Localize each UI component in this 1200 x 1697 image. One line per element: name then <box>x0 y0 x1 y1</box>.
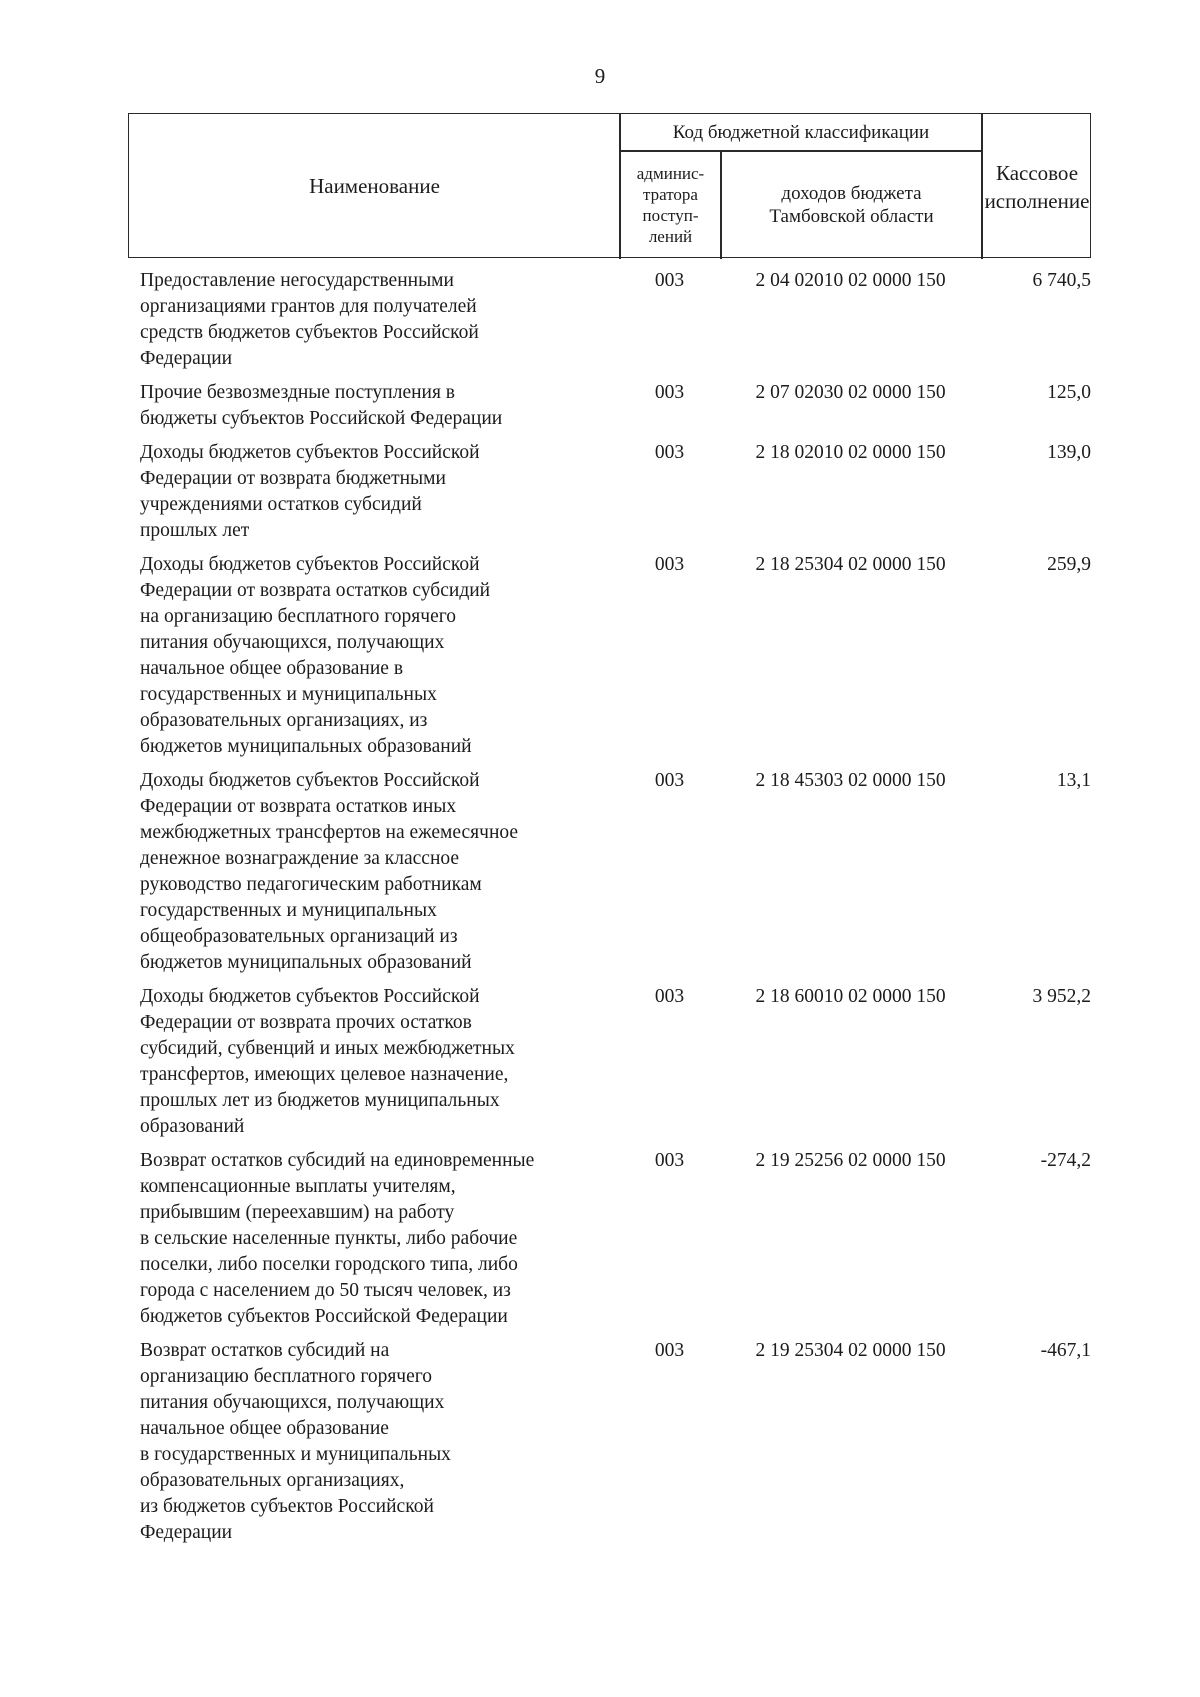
table-row <box>128 552 1091 760</box>
row-amount: 139,0 <box>1047 442 1091 463</box>
row-income-code: 2 19 25256 02 0000 150 <box>755 1150 946 1171</box>
divider <box>620 150 982 152</box>
row-income-code: 2 07 02030 02 0000 150 <box>755 382 946 403</box>
row-name: Доходы бюджетов субъектов Российской Федерации от возврата остатков иных межбюджетных трансфертов на ежемесячное денежное вознаграждение за классное руководство педагогическим работникам государственных и муниципальных общеобразовательных организаций из бюджетов муниципальных образований <box>140 770 519 973</box>
header-name: Наименование <box>309 174 440 198</box>
row-admin-code: 003 <box>654 1340 685 1361</box>
table-body <box>128 268 1091 1554</box>
header-income <box>721 151 982 259</box>
table-row <box>128 380 1091 432</box>
table-row <box>128 440 1091 544</box>
row-name: Доходы бюджетов субъектов Российской Федерации от возврата бюджетными учреждениями остатков субсидий прошлых лет <box>140 442 480 541</box>
row-name: Возврат остатков субсидий на организацию бесплатного горячего питания обучающихся, получающих начальное общее образование в государственных и муниципальных образовательных организациях, из бюджетов субъектов Российской Федерации <box>140 1340 451 1543</box>
row-amount: -467,1 <box>1040 1340 1091 1361</box>
divider <box>720 151 722 259</box>
header-admin-text: админис- тратора поступ- лений <box>636 164 705 246</box>
table-row <box>128 1148 1091 1330</box>
row-name: Доходы бюджетов субъектов Российской Федерации от возврата прочих остатков субсидий, субвенций и иных межбюджетных трансфертов, имеющих целевое назначение, прошлых лет из бюджетов муниципальных образований <box>140 986 515 1137</box>
divider <box>619 114 621 259</box>
row-admin-code: 003 <box>654 986 685 1007</box>
row-income-code: 2 19 25304 02 0000 150 <box>755 1340 946 1361</box>
row-income-code: 2 18 02010 02 0000 150 <box>755 442 946 463</box>
header-execution <box>982 114 1092 259</box>
row-income-code: 2 18 25304 02 0000 150 <box>755 554 946 575</box>
header-income-text: доходов бюджета Тамбовской области <box>769 183 934 227</box>
row-name: Прочие безвозмездные поступления в бюджеты субъектов Российской Федерации <box>140 382 503 429</box>
row-admin-code: 003 <box>654 770 685 791</box>
row-amount: 13,1 <box>1056 770 1091 791</box>
table-header <box>128 113 1091 258</box>
table-row <box>128 1338 1091 1546</box>
row-name: Доходы бюджетов субъектов Российской Федерации от возврата остатков субсидий на организацию бесплатного горячего питания обучающихся, получающих начальное общее образование в государственных и муниципальных образовательных организациях, из бюджетов муниципальных образований <box>140 554 491 757</box>
row-name: Возврат остатков субсидий на единовременные компенсационные выплаты учителям, прибывшим (переехавшим) на работу в сельские населенные пункты, либо рабочие поселки, либо поселки городского типа, либо города с населением до 50 тысяч человек, из бюджетов субъектов Российской Федерации <box>140 1150 535 1327</box>
row-amount: -274,2 <box>1040 1150 1091 1171</box>
row-amount: 3 952,2 <box>1032 986 1091 1007</box>
row-admin-code: 003 <box>654 442 685 463</box>
table-row <box>128 768 1091 976</box>
divider <box>981 114 983 259</box>
row-admin-code: 003 <box>654 554 685 575</box>
table-row <box>128 268 1091 372</box>
row-admin-code: 003 <box>654 270 685 291</box>
header-admin <box>620 151 721 259</box>
page-number: 9 <box>594 64 606 88</box>
row-admin-code: 003 <box>654 1150 685 1171</box>
table-row <box>128 984 1091 1140</box>
header-kbk: Код бюджетной классификации <box>672 121 930 143</box>
row-admin-code: 003 <box>654 382 685 403</box>
row-income-code: 2 18 60010 02 0000 150 <box>755 986 946 1007</box>
header-execution-text: Кассовое исполнение <box>984 160 1090 213</box>
row-amount: 259,9 <box>1047 554 1091 575</box>
row-amount: 6 740,5 <box>1032 270 1091 291</box>
row-name: Предоставление негосударственными организациями грантов для получателей средств бюджетов субъектов Российской Федерации <box>140 270 479 369</box>
row-income-code: 2 18 45303 02 0000 150 <box>755 770 946 791</box>
row-amount: 125,0 <box>1047 382 1091 403</box>
row-income-code: 2 04 02010 02 0000 150 <box>755 270 946 291</box>
